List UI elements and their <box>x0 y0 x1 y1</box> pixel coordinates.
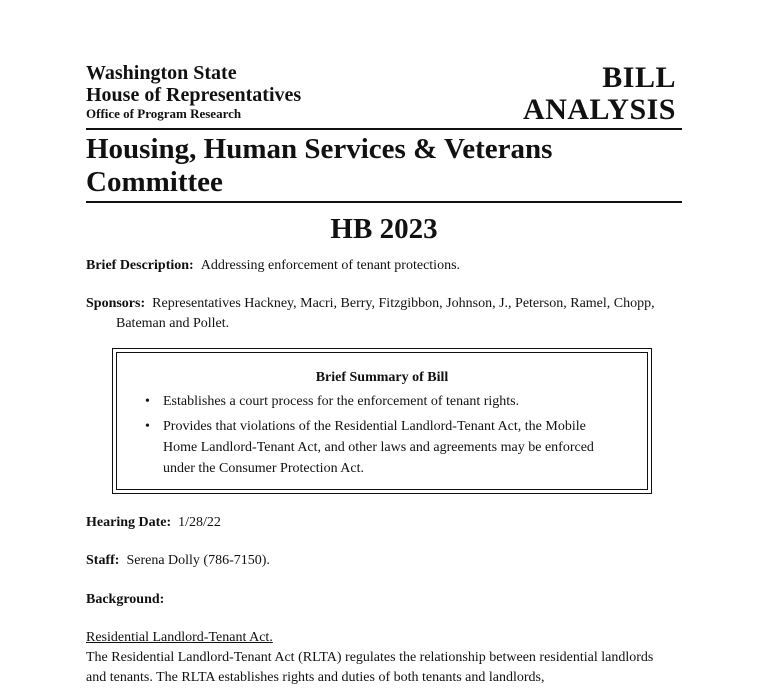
brief-summary-title: Brief Summary of Bill <box>315 370 449 385</box>
brief-description-label: Brief Description: <box>86 258 194 273</box>
summary-item <box>145 391 623 412</box>
background-heading: Background: <box>86 592 165 607</box>
rlta-subheading-text: Residential Landlord-Tenant Act <box>86 630 270 645</box>
committee-divider <box>86 201 682 203</box>
document-header <box>86 62 682 128</box>
organization-block <box>86 62 301 122</box>
org-house: House of Representatives <box>86 84 302 106</box>
hearing-date-value: 1/28/22 <box>178 515 221 530</box>
staff-value: Serena Dolly (786-7150). <box>126 553 270 568</box>
hearing-date-label: Hearing Date: <box>86 515 172 530</box>
header-divider <box>86 128 682 130</box>
org-office: Office of Program Research <box>86 106 242 121</box>
sponsors <box>86 294 682 334</box>
staff <box>86 551 682 571</box>
committee-line2: Committee <box>86 166 223 198</box>
summary-item-text: Provides that violations of the Residential Landlord-Tenant Act, the Mobile Home Landlord-Tenant Act, and other laws and agreements may be enforced under the Consumer Protection Act. <box>163 419 594 476</box>
summary-item-text: Establishes a court process for the enforcement of tenant rights. <box>163 394 520 409</box>
rlta-subheading-period: . <box>269 630 273 645</box>
bullet-icon: • <box>145 394 150 409</box>
doc-type-line1: BILL <box>602 61 676 94</box>
summary-item <box>145 416 623 479</box>
hearing-date <box>86 513 682 533</box>
brief-description-value: Addressing enforcement of tenant protections. <box>200 258 461 273</box>
sponsors-label: Sponsors: <box>86 296 146 311</box>
brief-summary-list <box>117 391 647 479</box>
org-state: Washington State <box>86 62 237 84</box>
staff-label: Staff: <box>86 553 120 568</box>
rlta-paragraph: The Residential Landlord-Tenant Act (RLTA) regulates the relationship between residential landlords and tenants. The RLTA establishes rights and duties of both tenants and landlords, <box>86 650 654 685</box>
brief-summary-box <box>116 352 648 490</box>
committee-line1: Housing, Human Services & Veterans <box>86 133 553 165</box>
doc-type-line2: ANALYSIS <box>523 93 676 126</box>
committee-title <box>86 133 682 199</box>
bill-number: HB 2023 <box>330 213 438 245</box>
bullet-icon: • <box>145 419 150 434</box>
brief-description <box>86 256 682 276</box>
rlta-subheading <box>86 628 682 648</box>
document-type <box>523 62 676 126</box>
sponsors-value: Representatives Hackney, Macri, Berry, Fitzgibbon, Johnson, J., Peterson, Ramel, Chopp, Bateman and Pollet. <box>116 296 655 331</box>
